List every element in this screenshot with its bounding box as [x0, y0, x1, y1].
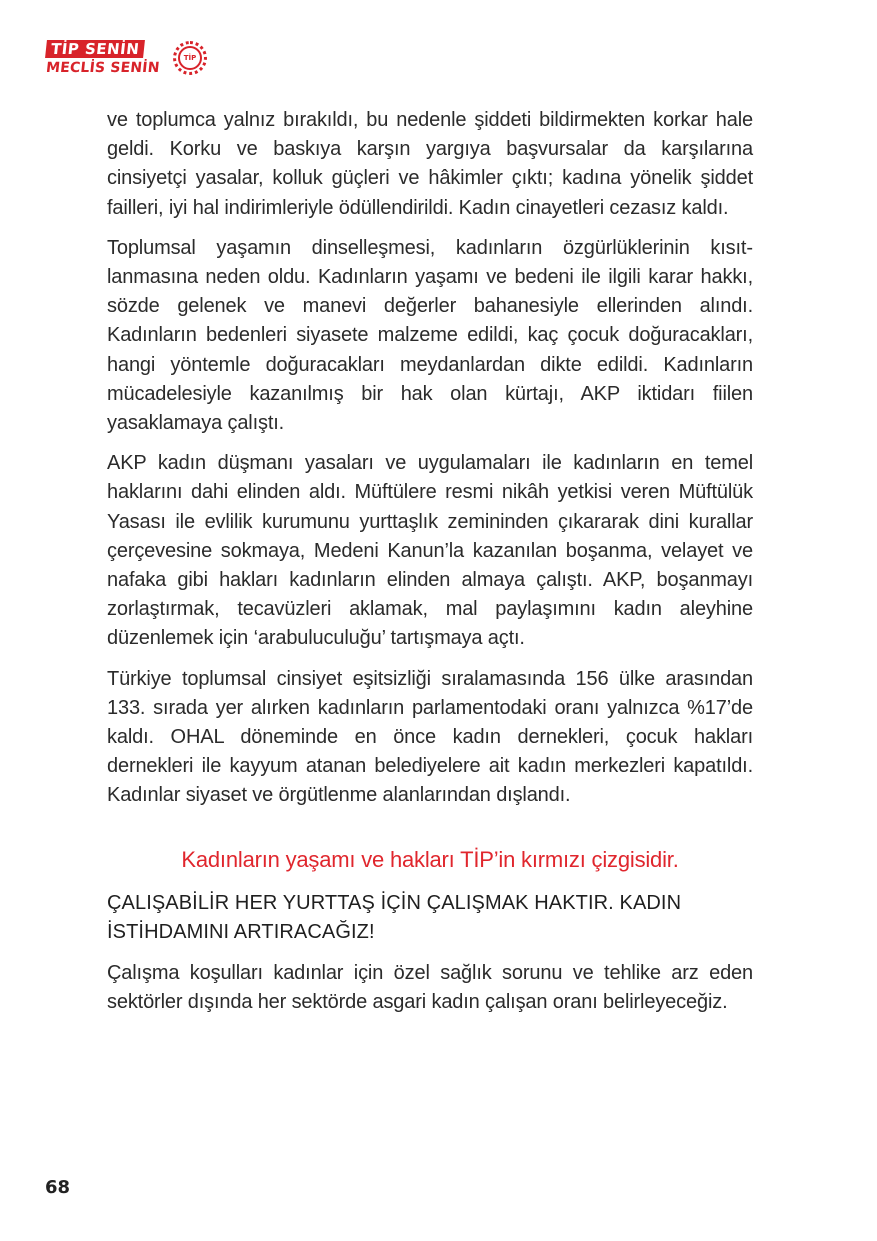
- section-heading-line-2: İSTİHDAMINI ARTIRACAĞIZ!: [107, 920, 375, 943]
- slogan: Kadınların yaşamı ve hakları TİP’in kırmızı çizgisidir.: [181, 846, 679, 872]
- emblem-text: TİP: [178, 46, 202, 70]
- tip-emblem-icon: [173, 41, 207, 75]
- paragraph-1: ve toplumca yalnız bırakıldı, bu nedenle şiddeti bildirmekten korkar hale geldi. Korku ve baskıya karşın yargıya başvursalar da karşılarına cinsiyetçi yasalar, kolluk güçleri ve hâkimler çıktı; kadına yönelik şiddet failleri, iyi hal indirimleriyle ödüllendirildi. Kadın cinayetleri cezasız kaldı.: [107, 109, 753, 219]
- paragraph-2: Toplumsal yaşamın dinselleşmesi, kadınların özgürlüklerinin kısıtlanmasına neden oldu. Kadınların yaşamı ve bedeni ile ilgili karar hakkı, sözde gelenek ve manevi değerler bahanesiyle ellerinden alındı. Kadınların bedenleri siyasete malzeme edildi, kaç çocuk doğuracakları, hangi yöntemle doğuracakları meydanlardan dikte edildi. Kadınların mücadelesiyle kazanılmış bir hak olan kürtajı, AKP iktidarı fiilen yasaklamaya çalıştı.: [107, 236, 753, 435]
- final-paragraph: Çalışma koşulları kadınlar için özel sağlık sorunu ve tehlike arz eden sektörler dışında her sektörde asgari kadın çalışan oranı belirleyeceğiz.: [107, 961, 753, 1013]
- logo-meclis-senin: MECLİS SENİN: [45, 60, 161, 76]
- page-number: 68: [45, 1177, 71, 1198]
- logo-tip-senin: TİP SENİN: [45, 40, 145, 58]
- page-content: [107, 106, 753, 1028]
- paragraph-3: AKP kadın düşmanı yasaları ve uygulamaları ile kadınların en temel haklarını dahi elinden aldı. Müftülere resmi nikâh yetkisi veren Müftülük Yasası ile evlilik kurumunu yurttaşlık zemininden çıkararak dini kurallar çerçevesine sokmaya, Medeni Kanun’la kazanılan boşanma, velayet ve nafaka gibi hakları kadınların elinden almaya çalıştı. AKP, boşanmayı zorlaştırmak, tecavüzleri aklamak, mal paylaşımını kadın aleyhine düzenlemek için ‘arabuluculuğu’ tartışmaya açtı.: [107, 452, 753, 650]
- section-heading: [107, 889, 753, 947]
- section-heading-line-1: ÇALIŞABİLİR HER YURTTAŞ İÇİN ÇALIŞMAK HAKTIR. KADIN: [107, 891, 682, 914]
- tip-logo: [46, 38, 216, 86]
- paragraph-4: Türkiye toplumsal cinsiyet eşitsizliği sıralamasında 156 ülke arasından 133. sırada yer alırken kadınların parlamentodaki oranı yalnızca %17’de kaldı. OHAL döneminde en önce kadın dernekleri, çocuk hakları dernekleri ile kayyum atanan belediyelere ait kadın merkezleri kapatıldı. Kadınlar siyaset ve örgütlenme alanlarından dışlandı.: [107, 667, 753, 807]
